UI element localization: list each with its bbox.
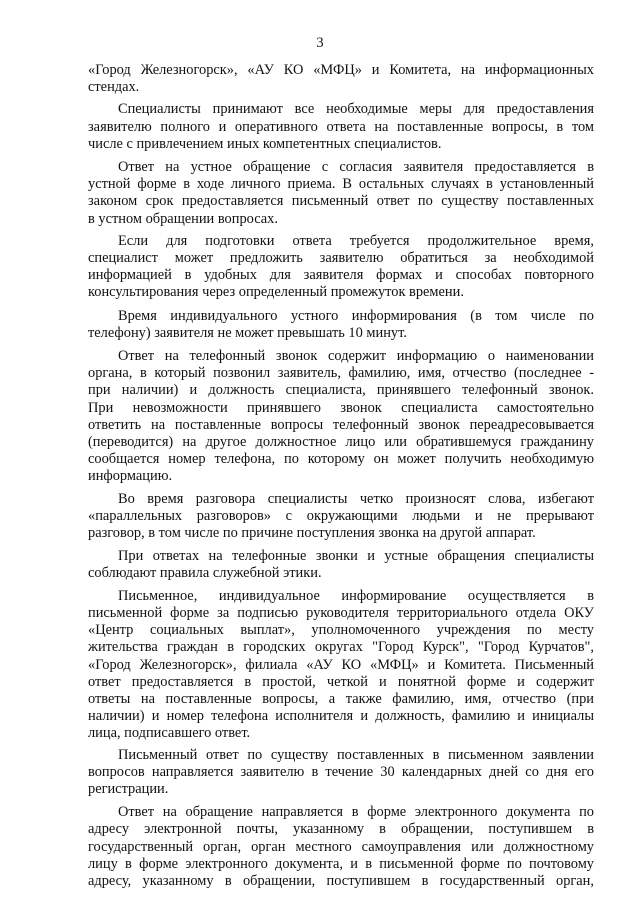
text-line: законом срок предоставляется письменный ответ по существу поставленных — [88, 193, 594, 210]
text-line: письменной форме за подписью руководителя территориального отдела ОКУ — [88, 604, 594, 621]
text-line: консультирования через определенный промежуток времени. — [88, 284, 464, 301]
text-line: При ответах на телефонные звонки и устные обращения специалисты — [118, 548, 594, 565]
text-line: заявителю полного и оперативного ответа на поставленные вопросы, в том — [88, 118, 594, 135]
text-line: Во время разговора специалисты четко произносят слова, избегают — [118, 490, 594, 507]
text-line: информацией в удобных для заявителя формах и способах повторного — [88, 267, 594, 284]
text-line: «Город Железногорск», «АУ КО «МФЦ» и Комитета, на информационных — [88, 62, 594, 78]
paragraph — [88, 491, 594, 543]
paragraph — [88, 159, 594, 228]
text-line: Письменный ответ по существу поставленных в письменном заявлении — [118, 746, 594, 763]
paragraph — [88, 308, 594, 342]
text-line: адресу, указанному в обращении, поступившем в государственный орган, — [88, 872, 594, 889]
text-line: информацию. — [88, 468, 173, 485]
page-number: 3 — [316, 35, 324, 51]
text-line: стендах. — [88, 79, 140, 96]
text-line: Специалисты принимают все необходимые меры для предоставления — [118, 101, 594, 118]
text-line: «Город Железногорск», филиала «АУ КО «МФЦ» и Комитета. Письменный — [88, 656, 594, 673]
document-body — [88, 62, 594, 890]
text-line: Время индивидуального устного информирования (в том числе по — [118, 307, 594, 324]
text-line: Если для подготовки ответа требуется продолжительное время, — [118, 232, 594, 249]
paragraph — [88, 747, 594, 799]
text-line: государственный орган, орган местного самоуправления или должностному — [88, 838, 594, 855]
text-line: в устном обращении вопросах. — [88, 210, 278, 227]
paragraph — [88, 348, 594, 486]
paragraph — [88, 588, 594, 743]
text-line: лицу в форме электронного документа, и в письменной форме по почтовому — [88, 855, 594, 872]
paragraph — [88, 62, 594, 96]
text-line: специалист может предложить заявителю обратиться за необходимой — [88, 250, 594, 267]
text-line: «параллельных разговоров» с окружающими людьми и не прерывают — [88, 507, 594, 524]
text-line: жительства граждан в городских округах "Город Курск", "Город Курчатов", — [88, 639, 594, 656]
text-line: телефону) заявителя не может превышать 10 минут. — [88, 324, 407, 341]
text-line: сообщается номер телефона, по которому он может получить необходимую — [88, 451, 594, 468]
text-line: ответы на поставленные вопросы, а также фамилию, имя, отчество (при — [88, 690, 594, 707]
text-line: разговор, в том числе по причине поступления звонка на другой аппарат. — [88, 525, 536, 542]
text-line: ответ предоставляется в простой, четкой и понятной форме и содержит — [88, 673, 594, 690]
text-line: органа, в который позвонил заявитель, фамилию, имя, отчество (последнее - — [88, 365, 594, 382]
text-line: «Центр социальных выплат», уполномоченного учреждения по месту — [88, 622, 594, 639]
text-line: При невозможности принявшего звонок специалиста самостоятельно — [88, 399, 594, 416]
text-line: числе с привлечением иных компетентных специалистов. — [88, 135, 442, 152]
text-line: (переводится) на другое должностное лицо или обратившемуся гражданину — [88, 434, 594, 451]
text-line: регистрации. — [88, 780, 169, 797]
text-line: при наличии) и должность специалиста, принявшего телефонный звонок. — [88, 382, 594, 399]
text-line: устной форме в ходе личного приема. В остальных случаях в установленный — [88, 176, 594, 193]
text-line: Ответ на телефонный звонок содержит информацию о наименовании — [118, 348, 594, 365]
text-line: Ответ на обращение направляется в форме электронного документа по — [118, 804, 594, 821]
text-line: соблюдают правила служебной этики. — [88, 565, 322, 582]
paragraph — [88, 233, 594, 302]
text-line: наличии) и номер телефона исполнителя и должность, фамилию и инициалы — [88, 708, 594, 725]
text-line: Ответ на устное обращение с согласия заявителя предоставляется в — [118, 159, 594, 176]
paragraph — [88, 101, 594, 153]
paragraph — [88, 804, 594, 890]
text-line: вопросов направляется заявителю в течение 30 календарных дней со дня его — [88, 763, 594, 780]
text-line: адресу электронной почты, указанному в обращении, поступившем в — [88, 821, 594, 838]
text-line: лица, подписавшего ответ. — [88, 725, 251, 742]
text-line: Письменное, индивидуальное информирование осуществляется в — [118, 587, 594, 604]
text-line: ответить на поставленные вопросы телефонный звонок переадресовывается — [88, 416, 594, 433]
paragraph — [88, 548, 594, 582]
